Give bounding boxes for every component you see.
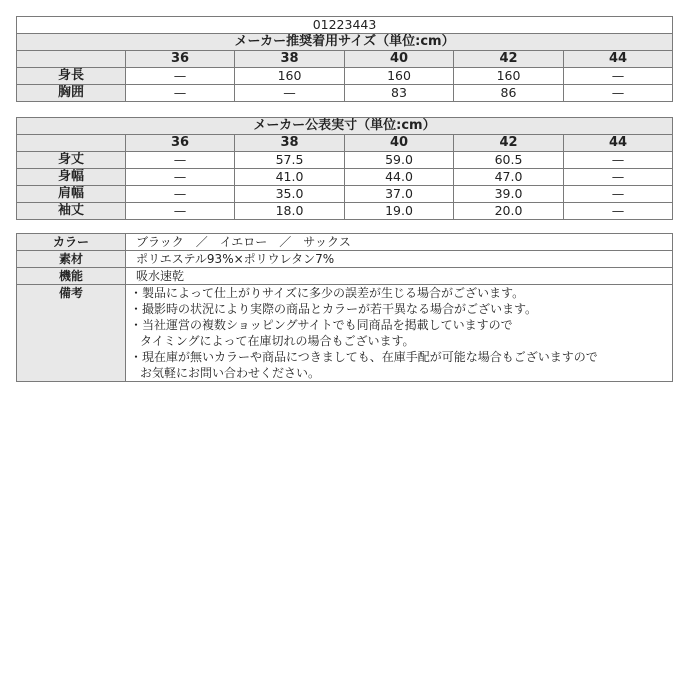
table-row: [17, 85, 673, 102]
table-cell: —: [564, 203, 673, 220]
table-cell: —: [126, 169, 235, 186]
table-row: [17, 169, 673, 186]
table-row: [17, 285, 673, 382]
table-cell: —: [126, 203, 235, 220]
material-label: 素材: [17, 251, 126, 268]
size-header: 38: [235, 135, 345, 152]
table-cell: 160: [345, 68, 454, 85]
table-row: [17, 203, 673, 220]
table-cell: 86: [454, 85, 564, 102]
size-header: 44: [564, 51, 673, 68]
row-label-height: 身長: [17, 68, 126, 85]
actual-size-table: [16, 117, 673, 220]
row-label-sleeve: 袖丈: [17, 203, 126, 220]
table-row: [17, 68, 673, 85]
table-cell: 18.0: [235, 203, 345, 220]
note-line: タイミングによって在庫切れの場合もございます。: [140, 334, 415, 348]
table-cell: 59.0: [345, 152, 454, 169]
color-value: ブラック ／ イエロー ／ サックス: [126, 234, 673, 251]
function-label: 機能: [17, 268, 126, 285]
size-header: 42: [454, 51, 564, 68]
table-cell: 19.0: [345, 203, 454, 220]
table-cell: 160: [235, 68, 345, 85]
function-value: 吸水速乾: [126, 268, 673, 285]
size-header: 44: [564, 135, 673, 152]
table-cell: —: [564, 68, 673, 85]
note-line: ・当社運営の複数ショッピングサイトでも同商品を掲載していますので: [130, 318, 513, 332]
table-cell: 160: [454, 68, 564, 85]
table-row: [17, 268, 673, 285]
actual-size-title: メーカー公表実寸（単位:cm）: [17, 118, 673, 135]
note-line: お気軽にお問い合わせください。: [140, 366, 321, 380]
table-cell: —: [564, 152, 673, 169]
note-line: ・撮影時の状況により実際の商品とカラーが若干異なる場合がございます。: [130, 302, 538, 316]
table-cell: 57.5: [235, 152, 345, 169]
table-cell: —: [564, 169, 673, 186]
table-row: [17, 251, 673, 268]
table-cell: 41.0: [235, 169, 345, 186]
table-cell: —: [564, 85, 673, 102]
table-cell: —: [126, 152, 235, 169]
table-row: [17, 186, 673, 203]
note-line: ・製品によって仕上がりサイズに多少の誤差が生じる場合がございます。: [130, 286, 525, 300]
table-cell: 44.0: [345, 169, 454, 186]
table-cell: 20.0: [454, 203, 564, 220]
row-label-chest: 胸囲: [17, 85, 126, 102]
row-label-length: 身丈: [17, 152, 126, 169]
recommended-size-title: メーカー推奨着用サイズ（単位:cm）: [17, 34, 673, 51]
size-header-blank: [17, 51, 126, 68]
size-header: 36: [126, 51, 235, 68]
size-header: 42: [454, 135, 564, 152]
table-cell: 60.5: [454, 152, 564, 169]
size-header: 36: [126, 135, 235, 152]
table-cell: —: [235, 85, 345, 102]
table-cell: —: [126, 85, 235, 102]
table-row: [17, 234, 673, 251]
row-label-width: 身幅: [17, 169, 126, 186]
table-cell: 39.0: [454, 186, 564, 203]
note-line: ・現在庫が無いカラーや商品につきましても、在庫手配が可能な場合もございますので: [130, 350, 598, 364]
recommended-size-table: [16, 16, 673, 102]
notes-list: [126, 285, 673, 382]
size-header: 38: [235, 51, 345, 68]
size-header: 40: [345, 51, 454, 68]
table-cell: 47.0: [454, 169, 564, 186]
material-value: ポリエステル93%×ポリウレタン7%: [126, 251, 673, 268]
table-cell: 37.0: [345, 186, 454, 203]
table-cell: 83: [345, 85, 454, 102]
product-details-table: [16, 233, 673, 382]
table-row: [17, 152, 673, 169]
color-label: カラー: [17, 234, 126, 251]
table-cell: —: [564, 186, 673, 203]
table-cell: 35.0: [235, 186, 345, 203]
size-header-blank: [17, 135, 126, 152]
product-code: 01223443: [17, 17, 673, 34]
table-cell: —: [126, 186, 235, 203]
row-label-shoulder: 肩幅: [17, 186, 126, 203]
table-cell: —: [126, 68, 235, 85]
size-header: 40: [345, 135, 454, 152]
notes-label: 備考: [17, 285, 126, 382]
